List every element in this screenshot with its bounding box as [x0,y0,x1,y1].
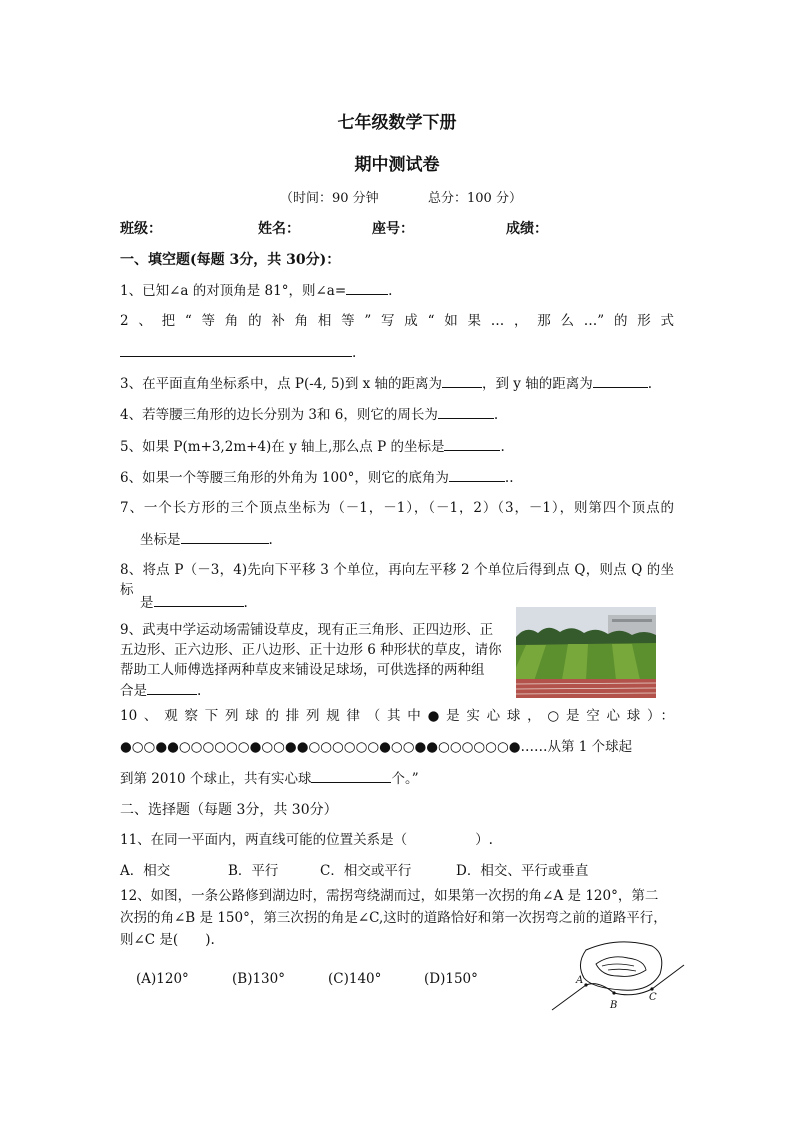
question-1-text: 1、已知∠a 的对顶角是 81°，则∠a= [120,283,347,299]
answer-blank [181,529,269,544]
question-4: 4、若等腰三角形的边长分别为 3和 6，则它的周长为 . [120,404,498,425]
question-8-answer: 是 . [140,592,248,613]
road-path [552,965,684,1010]
page-title: 七年级数学下册 [337,113,457,133]
q12-option-d: (D)150° [424,971,478,987]
name-label: 姓名： [258,221,300,237]
exam-total-score: 总分：100 分） [428,191,522,206]
ball-sequence: ●○○●●○○○○○○●○○●●○○○○○○●○○●●○○○○○○●……从第 1 个球起 [120,739,633,755]
question-7: 7、一个长方形的三个顶点坐标为（－1，－1），（－1，2）（3，－1），则第四个顶点的 [120,500,674,516]
question-9-line-3: 帮助工人师傅选择两种草皮来铺设足球场，可供选择的两种组 [120,662,485,678]
question-10-answer: 到第 2010 个球止，共有实心球 个。” [120,768,419,789]
section-choice-heading: 二、选择题（每题 3分，共 30分） [120,802,338,818]
question-3: 3、在平面直角坐标系中，点 P(-4, 5)到 x 轴的距离为 ，到 y 轴的距离为 . [120,373,652,394]
class-label: 班级： [120,221,162,237]
q11-option-a: A．相交 [120,863,171,879]
lake-shape [580,942,661,990]
q11-option-c: C．相交或平行 [320,863,412,879]
point-c-label: C [649,992,657,1003]
answer-blank [346,280,388,295]
question-12-line-2: 次拐的角∠B 是 150°，第三次拐的角是∠C,这时的道路恰好和第一次拐弯之前的道路平行， [120,910,667,926]
page-subtitle: 期中测试卷 [354,155,440,175]
question-12-line-3: 则∠C 是( ). [120,932,215,948]
question-7-answer: 坐标是 . [140,529,273,550]
point-b-label: B [610,1000,618,1011]
answer-blank [154,592,244,607]
score-label: 成绩： [506,221,548,237]
sports-field-photo [516,607,656,698]
q11-option-b: B．平行 [228,863,279,879]
q11-option-d: D．相交、平行或垂直 [456,863,589,879]
question-9-line-1: 9、武夷中学运动场需铺设草皮，现有正三角形、正四边形、正 [120,622,494,638]
answer-blank [147,680,197,695]
question-9-line-2: 五边形、正六边形、正八边形、正十边形 6 种形状的草皮，请你 [120,642,502,658]
question-12-line-1: 12、如图，一条公路修到湖边时，需拐弯绕湖而过，如果第一次拐的角∠A 是 120°，第二 [120,888,659,904]
answer-blank [444,436,500,451]
answer-blank [120,342,352,357]
question-2: 2、把“等角的补角相等”写成“如果…，那么…”的形式 [120,313,674,329]
answer-blank [311,768,391,783]
question-9-line-4: 合是 . [120,680,201,701]
q12-option-c: (C)140° [328,971,382,987]
answer-blank [593,373,648,388]
question-6: 6、如果一个等腰三角形的外角为 100°，则它的底角为 .. [120,467,514,488]
exam-time: （时间：90 分钟 [280,191,379,206]
answer-blank [449,467,505,482]
section-fill-in-heading: 一、填空题(每题 3分，共 30分)： [120,252,341,268]
q12-option-b: (B)130° [232,971,285,987]
seat-label: 座号： [372,221,414,237]
question-8: 8、将点 P（－3，4)先向下平移 3 个单位，再向左平移 2 个单位后得到点 Q，则点 Q 的坐标 [120,562,674,598]
question-1: 1、已知∠a 的对顶角是 81°，则∠a= . [120,280,392,301]
answer-blank [442,373,482,388]
question-2-answer: . [120,342,356,363]
answer-blank [438,404,494,419]
point-a-label: A [576,975,584,986]
question-5: 5、如果 P(m+3,2m+4)在 y 轴上,那么点 P 的坐标是 . [120,436,505,457]
question-11: 11、在同一平面内，两直线可能的位置关系是（ ）. [120,832,493,848]
lake-road-diagram [548,940,688,1015]
question-10: 10、观察下列球的排列规律（其中●是实心球，○是空心球）： [120,708,674,724]
q12-option-a: (A)120° [136,971,189,987]
